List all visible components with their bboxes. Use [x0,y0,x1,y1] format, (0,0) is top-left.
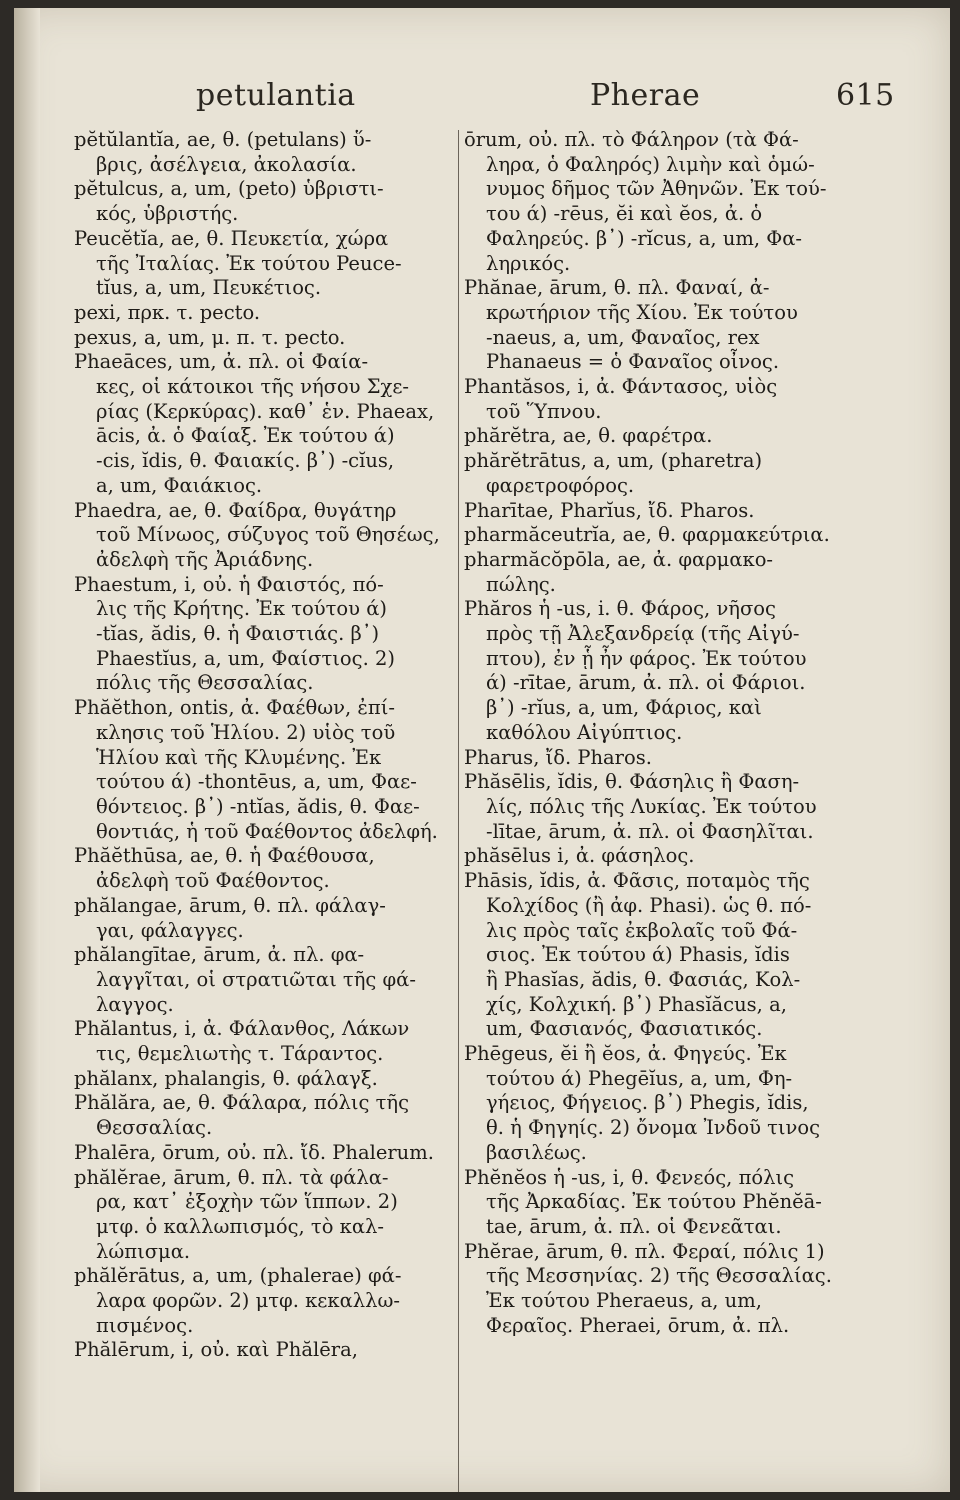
entry-line: Pharītae, Pharĭus, ἴδ. Pharos. [464,498,755,522]
header-right-guide-word: Pherae [590,78,701,113]
entry-line: τούτου ά) Phegēĭus, a, um, Φη- [486,1066,793,1090]
entry-line: Phănae, ārum, θ. πλ. Φαναί, ἀ- [464,276,770,300]
entry-line: πώλης. [486,572,556,596]
entry-line: χίς, Κολχική. β᾽) Phasĭăcus, a, [486,992,787,1016]
dictionary-entry [74,1338,452,1363]
dictionary-entry [74,844,452,893]
dictionary-entry [464,770,884,844]
dictionary-entry [74,1141,452,1166]
entry-line: φαρετροφόρος. [486,473,635,497]
running-header [14,70,950,120]
dictionary-entry [464,499,884,524]
entry-line: Φεραῖος. Pheraei, ōrum, ἀ. πλ. [486,1313,790,1337]
header-left-guide-word: petulantia [196,78,356,113]
entry-line: β᾽) -rĭus, a, um, Φάριος, καὶ [486,696,762,720]
entry-line: σιος. Ἐκ τούτου ά) Phasis, ĭdis [486,943,790,967]
entry-line: λις πρὸς ταῖς ἐκβολαῖς τοῦ Φά- [486,918,798,942]
entry-line: ἀδελφὴ τοῦ Φαέθοντος. [96,869,330,893]
entry-line: ληρικός. [486,251,571,275]
dictionary-entry [464,869,884,1042]
entry-line: Ἐκ τούτου Pheraeus, a, um, [486,1289,762,1313]
dictionary-entry [74,350,452,498]
entry-line: πρὸς τῇ Ἀλεξανδρείᾳ (τῆς Αἰγύ- [486,622,800,646]
dictionary-entry [74,573,452,697]
dictionary-entry [464,375,884,424]
entry-line: βασιλέως. [486,1140,587,1164]
entry-line: Phēgeus, ĕi ἢ ĕos, ἀ. Φηγεύς. Ἐκ [464,1042,787,1066]
entry-line: πόλις τῆς Θεσσαλίας. [96,671,314,695]
entry-line: λαγγος. [96,992,174,1016]
dictionary-entry [464,276,884,375]
entry-line: Phāsis, ĭdis, ἀ. Φᾶσις, ποταμὸς τῆς [464,869,810,893]
dictionary-entry [464,1240,884,1339]
dictionary-entry [464,128,884,276]
entry-line: κός, ὑβριστής. [96,202,239,226]
dictionary-entry [74,499,452,573]
entry-line: ρα, κατ᾽ ἐξοχὴν τῶν ἵππων. 2) [96,1190,398,1214]
dictionary-entry [74,943,452,1017]
dictionary-entry [464,548,884,597]
entry-line: Phaestĭus, a, um, Φαίστιος. 2) [96,646,395,670]
entry-line: Phaeāces, um, ἀ. πλ. οἱ Φαία- [74,350,369,374]
entry-line: του ά) -rēus, ĕi καὶ ĕos, ἀ. ὁ [486,202,763,226]
entry-line: a, um, Φαιάκιος. [96,473,263,497]
entry-line: λαγγῖται, οἱ στρατιῶται τῆς φά- [96,967,416,991]
entry-line: tĭus, a, um, Πευκέτιος. [96,276,322,300]
entry-line: pĕtulcus, a, um, (peto) ὑβριστι- [74,177,384,201]
page-number: 615 [836,78,895,113]
entry-line: θοντιάς, ἡ τοῦ Φαέθοντος ἀδελφή. [96,819,438,843]
entry-line: phălĕrātus, a, um, (phalerae) φά- [74,1264,402,1288]
entry-line: τῆς Μεσσηνίας. 2) τῆς Θεσσαλίας. [486,1264,832,1288]
entry-line: πισμένος. [96,1313,194,1337]
entry-line: τῆς Ἀρκαδίας. Ἐκ τούτου Phĕnĕā- [486,1190,822,1214]
entry-line: pexi, πρκ. τ. pecto. [74,300,261,324]
entry-line: ōrum, οὐ. πλ. τὸ Φάληρον (τὰ Φά- [464,128,799,151]
entry-line: phălangae, ārum, θ. πλ. φάλαγ- [74,893,386,917]
entry-line: Pharus, ἴδ. Pharos. [464,745,652,769]
dictionary-entry [74,696,452,844]
entry-line: phărĕtra, ae, θ. φαρέτρα. [464,424,713,448]
entry-line: βρις, ἀσέλγεια, ἀκολασία. [96,152,357,176]
entry-line: Phălērum, i, οὐ. καὶ Phălēra, [74,1338,358,1362]
entry-line: Ἡλίου καὶ τῆς Κλυμένης. Ἐκ [96,745,382,769]
dictionary-entry [464,746,884,771]
dictionary-entry [464,449,884,498]
entry-line: κες, οἱ κάτοικοι τῆς νήσου Σχε- [96,375,410,399]
left-column [74,128,452,1492]
dictionary-entry [464,1042,884,1166]
dictionary-entry [74,1264,452,1338]
entry-line: τούτου ά) -thontēus, a, um, Φαε- [96,770,417,794]
dictionary-entry [464,1166,884,1240]
entry-line: phălĕrae, ārum, θ. πλ. τὰ φάλα- [74,1165,389,1189]
dictionary-entry [74,1067,452,1092]
dictionary-entry [74,894,452,943]
entry-line: γαι, φάλαγγες. [96,918,244,942]
entry-line: phălangītae, ārum, ἀ. πλ. φα- [74,943,365,967]
entry-line: ācis, ἀ. ὁ Φαίαξ. Ἐκ τούτου ά) [96,424,395,448]
dictionary-entry [74,1017,452,1066]
entry-line: πτου), ἐν ᾗ ἦν φάρος. Ἐκ τούτου [486,646,807,670]
entry-line: τοῦ Ὕπνου. [486,399,602,423]
entry-line: νυμος δῆμος τῶν Ἀθηνῶν. Ἐκ τού- [486,177,827,201]
entry-line: Phăsēlis, ĭdis, θ. Φάσηλις ἢ Φαση- [464,770,800,794]
entry-line: Phĕnĕos ἡ -us, i, θ. Φενεός, πόλις [464,1165,795,1189]
entry-line: pharmăceutrĭa, ae, θ. φαρμακεύτρια. [464,523,830,547]
dictionary-page [14,8,950,1492]
entry-line: pĕtŭlantĭa, ae, θ. (petulans) ὕ- [74,128,372,151]
entry-line: λώπισμα. [96,1239,191,1263]
entry-line: τοῦ Μίνωος, σύζυγος τοῦ Θησέως, [96,523,440,547]
dictionary-entry [464,523,884,548]
entry-line: phăsēlus i, ἀ. φάσηλος. [464,844,695,868]
dictionary-entry [74,1166,452,1265]
dictionary-entry [74,128,452,177]
entry-line: Phăĕthūsa, ae, θ. ἡ Φαέθουσα, [74,844,375,868]
page-spine-shadow [14,8,40,1492]
dictionary-entry [464,844,884,869]
entry-line: Phalēra, ōrum, οὐ. πλ. ἴδ. Phalerum. [74,1140,434,1164]
entry-line: ρίας (Κερκύρας). καθ᾽ ἑν. Phaeax, [96,399,435,423]
entry-line: pexus, a, um, μ. π. τ. pecto. [74,325,346,349]
entry-line: μτφ. ὁ καλλωπισμός, τὸ καλ- [96,1214,384,1238]
entry-line: um, Φασιανός, Φασιατικός. [486,1017,763,1041]
dictionary-entry [74,1091,452,1140]
entry-line: λις τῆς Κρήτης. Ἐκ τούτου ά) [96,597,387,621]
dictionary-entry [74,227,452,301]
entry-line: θ. ἡ Φηγηίς. 2) ὄνομα Ἰνδοῦ τινος [486,1116,821,1140]
entry-line: -lītae, ārum, ἀ. πλ. οἱ Φασηλῖται. [486,819,814,843]
entry-line: tae, ārum, ἀ. πλ. οἱ Φενεᾶται. [486,1214,782,1238]
entry-line: ληρα, ὁ Φαληρός) λιμὴν καὶ ὁμώ- [486,152,815,176]
dictionary-entry [464,597,884,745]
entry-line: γήειος, Φήγειος. β᾽) Phegis, ĭdis, [486,1091,809,1115]
entry-line: Phălantus, i, ἀ. Φάλανθος, Λάκων [74,1017,410,1041]
entry-line: Phantăsos, i, ἀ. Φάντασος, υἱὸς [464,375,778,399]
entry-line: Θεσσαλίας. [96,1116,213,1140]
entry-line: Phălăra, ae, θ. Φάλαρα, πόλις τῆς [74,1091,409,1115]
entry-line: ά) -rītae, ārum, ἀ. πλ. οἱ Φάριοι. [486,671,806,695]
entry-line: -cis, ĭdis, θ. Φαιακίς. β᾽) -cĭus, [96,449,395,473]
dictionary-entry [74,326,452,351]
entry-line: Phaestum, i, οὐ. ἡ Φαιστός, πό- [74,572,384,596]
column-divider [458,130,459,1492]
entry-line: Phăros ἡ -us, i. θ. Φάρος, νῆσος [464,597,776,621]
dictionary-entry [74,177,452,226]
entry-line: Phĕrae, ārum, θ. πλ. Φεραί, πόλις 1) [464,1239,825,1263]
entry-line: κλησις τοῦ Ἡλίου. 2) υἱὸς τοῦ [96,720,396,744]
entry-line: Phanaeus = ὁ Φαναῖος οἶνος. [486,350,780,374]
entry-line: phărĕtrātus, a, um, (pharetra) [464,449,763,473]
entry-line: Phăĕthon, ontis, ἀ. Φαέθων, ἐπί- [74,696,395,720]
entry-line: -naeus, a, um, Φαναῖος, rex [486,325,760,349]
entry-line: Phaedra, ae, θ. Φαίδρα, θυγάτηρ [74,498,397,522]
entry-line: θόντειος. β᾽) -ntĭas, ădis, θ. Φαε- [96,794,420,818]
right-column [464,128,884,1492]
entry-line: λαρα φορῶν. 2) μτφ. κεκαλλω- [96,1289,400,1313]
entry-line: τις, θεμελιωτὴς τ. Τάραντος. [96,1042,384,1066]
entry-line: -tĭas, ădis, θ. ἡ Φαιστιάς. β᾽) [96,622,380,646]
entry-line: τῆς Ἰταλίας. Ἐκ τούτου Peuce- [96,251,402,275]
entry-line: λίς, πόλις τῆς Λυκίας. Ἐκ τούτου [486,794,817,818]
dictionary-entry [74,301,452,326]
entry-line: Κολχίδος (ἢ ἀφ. Phasi). ὡς θ. πό- [486,893,812,917]
entry-line: Φαληρεύς. β᾽) -rĭcus, a, um, Φα- [486,226,803,250]
dictionary-entry [464,424,884,449]
entry-line: pharmăcŏpōla, ae, ἀ. φαρμακο- [464,547,774,571]
entry-line: ἀδελφὴ τῆς Ἀριάδνης. [96,547,314,571]
entry-line: ἢ Phasĭas, ădis, θ. Φασιάς, Κολ- [486,967,801,991]
entry-line: Peucĕtĭa, ae, θ. Πευκετία, χώρα [74,226,389,250]
entry-line: κρωτήριον τῆς Χίου. Ἐκ τούτου [486,300,798,324]
entry-line: phălanx, phalangis, θ. φάλαγξ. [74,1066,378,1090]
entry-line: καθόλου Αἰγύπτιος. [486,720,683,744]
